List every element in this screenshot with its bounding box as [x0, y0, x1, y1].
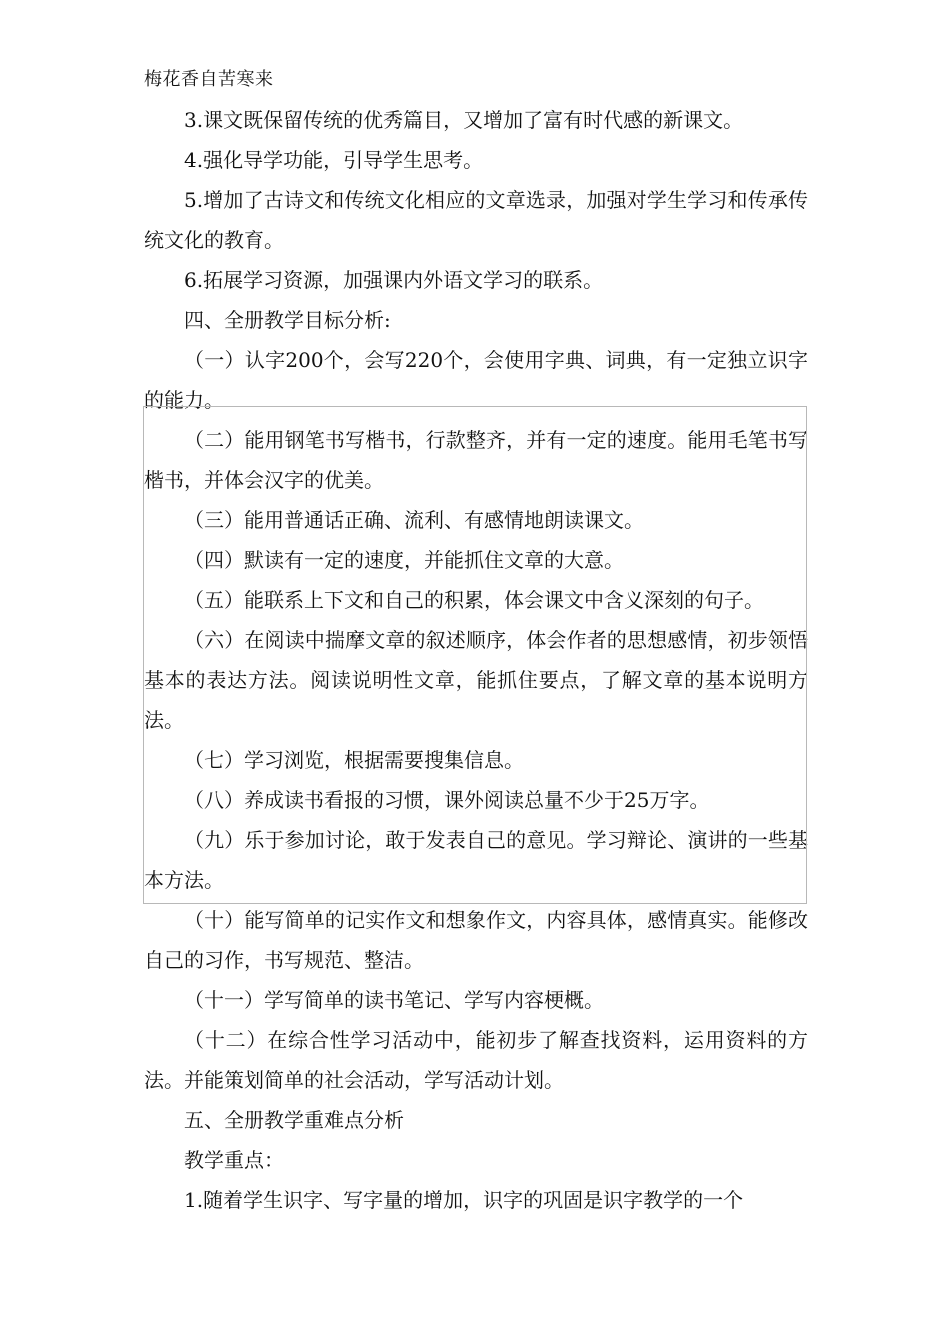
paragraph: （六）在阅读中揣摩文章的叙述顺序，体会作者的思想感情，初步领悟基本的表达方法。阅读说明性文章，能抓住要点，了解文章的基本说明方法。: [144, 628, 808, 732]
paragraph: （三）能用普通话正确、流利、有感情地朗读课文。: [184, 508, 644, 532]
paragraph: （八）养成读书看报的习惯，课外阅读总量不少于25万字。: [184, 788, 710, 812]
paragraph: 1.随着学生识字、写字量的增加，识字的巩固是识字教学的一个: [184, 1188, 744, 1212]
paragraph: （七）学习浏览，根据需要搜集信息。: [184, 748, 524, 772]
section-heading: 五、全册教学重难点分析: [184, 1108, 404, 1132]
paragraph: （十）能写简单的记实作文和想象作文，内容具体，感情真实。能修改自己的习作，书写规范、整洁。: [144, 908, 808, 972]
paragraph: （二）能用钢笔书写楷书，行款整齐，并有一定的速度。能用毛笔书写楷书，并体会汉字的优美。: [144, 428, 808, 492]
paragraph: 4.强化导学功能，引导学生思考。: [184, 148, 484, 172]
paragraph: （一）认字200个，会写220个，会使用字典、词典，有一定独立识字的能力。: [144, 348, 808, 412]
page-header: 梅花香自苦寒来: [144, 69, 274, 90]
paragraph: （四）默读有一定的速度，并能抓住文章的大意。: [184, 548, 624, 572]
section-heading: 四、全册教学目标分析:: [184, 308, 391, 332]
paragraph: （九）乐于参加讨论，敢于发表自己的意见。学习辩论、演讲的一些基本方法。: [144, 828, 808, 892]
paragraph: 5.增加了古诗文和传统文化相应的文章选录，加强对学生学习和传承传统文化的教育。: [144, 188, 808, 252]
paragraph: （十一）学写简单的读书笔记、学写内容梗概。: [184, 988, 604, 1012]
paragraph: （十二）在综合性学习活动中，能初步了解查找资料，运用资料的方法。并能策划简单的社会活动，学写活动计划。: [144, 1028, 808, 1092]
paragraph: 6.拓展学习资源，加强课内外语文学习的联系。: [184, 268, 604, 292]
paragraph: （五）能联系上下文和自己的积累，体会课文中含义深刻的句子。: [184, 588, 764, 612]
document-body: [144, 100, 808, 1220]
paragraph: 3.课文既保留传统的优秀篇目，又增加了富有时代感的新课文。: [184, 108, 744, 132]
subheading: 教学重点：: [184, 1148, 284, 1172]
